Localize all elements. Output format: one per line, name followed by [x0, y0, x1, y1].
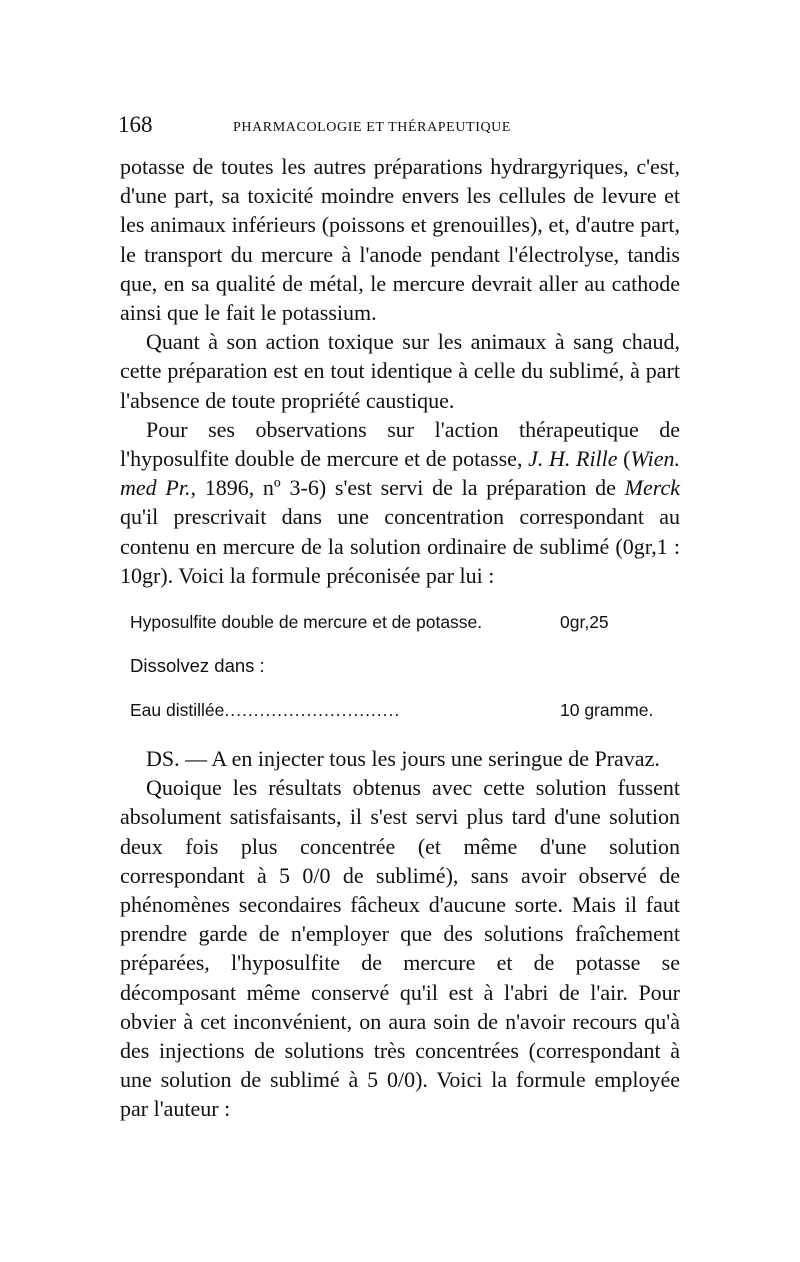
body-text — [120, 152, 680, 1124]
formula-instruction — [130, 644, 680, 688]
leader-dots: .............................. — [224, 700, 401, 721]
formula-ingredient — [130, 600, 680, 644]
paragraph-rille-observations — [120, 415, 680, 590]
page-number: 168 — [118, 112, 153, 137]
running-title: PHARMACOLOGIE ET THÉRAPEUTIQUE — [233, 120, 512, 135]
paragraph-text: , 1896, nº 3-6) s'est servi de la préparation de — [190, 475, 625, 501]
paragraph-text: Pour ses observations sur l'action thérapeutique de l'hyposulfite double de mercure et de potasse, — [120, 416, 680, 472]
paragraph-text: ( — [617, 446, 631, 472]
paragraph-dosage: DS. — A en injecter tous les jours une seringue de Pravaz. — [146, 746, 660, 772]
paragraph-continuation: potasse de toutes les autres préparations hydrargyriques, c'est, d'une part, sa toxicité moindre envers les cellules de levure et les animaux inférieurs (poissons et grenouilles), et, d'autre part, le transport du mercure à l'anode pendant l'électrolyse, tandis que, en sa qualité de métal, le mercure devrait aller au cathode ainsi que le fait le potassium. — [120, 154, 680, 326]
journal-name: Wien. med Pr. — [120, 446, 681, 501]
ingredient-label: Hyposulfite double de mercure et de potasse. — [130, 612, 483, 633]
prescription-formula — [130, 600, 680, 732]
book-page — [120, 112, 680, 1124]
paragraph-toxicity: Quant à son action toxique sur les animaux à sang chaud, cette préparation est en tout identique à celle du sublimé, à part l'absence de toute propriété caustique. — [120, 329, 680, 413]
solvent-label: Eau distillée — [130, 700, 225, 721]
page-header — [120, 112, 680, 148]
instruction-text: Dissolvez dans : — [130, 655, 265, 677]
ingredient-quantity: 0gr,25 — [560, 612, 609, 633]
manufacturer-name: Merck — [624, 475, 680, 501]
paragraph-results: Quoique les résultats obtenus avec cette solution fussent absolument satisfaisants, il s'est servi plus tard d'une solution deux fois plus concentrée (et même d'une solution correspondant à 5 0/0 de sublimé), sans avoir observé de phénomènes secondaires fâcheux d'aucune sorte. Mais il faut prendre garde de n'employer que des solutions fraîchement préparées, l'hyposulfite de mercure et de potasse se décomposant même conservé qu'il est à l'abri de l'air. Pour obvier à cet inconvénient, on aura soin de n'avoir recours qu'à des injections de solutions très concentrées (correspondant à une solution de sublimé à 5 0/0). Voici la formule employée par l'auteur : — [120, 775, 680, 1122]
formula-solvent — [130, 688, 680, 732]
solvent-quantity: 10 gramme. — [560, 700, 654, 721]
paragraph-text: qu'il prescrivait dans une concentration correspondant au contenu en mercure de la solution ordinaire de sublimé (0gr,1 : 10gr). Voici la formule préconisée par lui : — [120, 504, 680, 588]
author-name: J. H. Rille — [528, 446, 618, 472]
